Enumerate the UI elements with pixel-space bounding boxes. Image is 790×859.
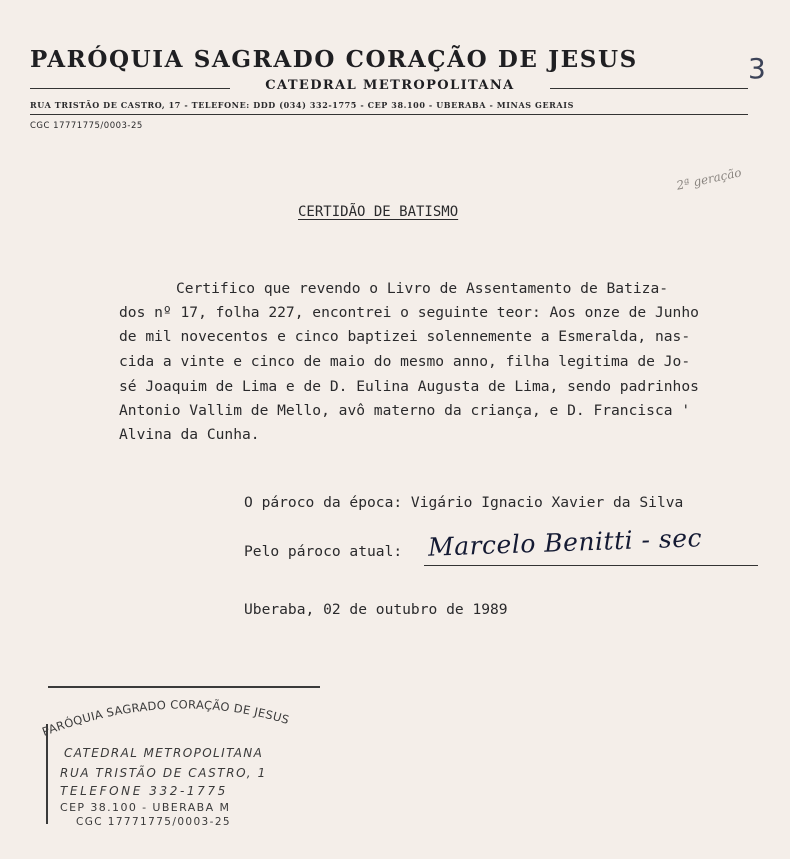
stamp-line: TELEFONE 332-1775	[60, 784, 228, 798]
header-divider	[30, 114, 748, 115]
body-line: Alvina da Cunha.	[119, 426, 260, 443]
cathedral-subtitle: CATEDRAL METROPOLITANA	[265, 78, 515, 93]
stamp-line: CEP 38.100 - UBERABA M	[60, 801, 231, 814]
subtitle-rule-right	[550, 88, 748, 89]
signature-line	[424, 565, 758, 566]
body-line: Certifico que revendo o Livro de Assentamento de Batiza-	[176, 280, 669, 297]
document-title: CERTIDÃO DE BATISMO	[298, 204, 459, 220]
body-line: dos nº 17, folha 227, encontrei o seguinte teor: Aos onze de Junho	[119, 304, 699, 321]
body-line: sé Joaquim de Lima e de D. Eulina Augusta de Lima, sendo padrinhos	[119, 378, 699, 395]
parish-stamp	[34, 684, 334, 834]
handwritten-page-number: 3	[748, 52, 766, 85]
header-subtitle-row	[30, 78, 748, 98]
current-priest-label: Pelo pároco atual:	[244, 543, 403, 560]
stamp-line: RUA TRISTÃO DE CASTRO, 1	[60, 766, 267, 780]
body-line: Antonio Vallim de Mello, avô materno da criança, e D. Francisca '	[119, 402, 691, 419]
place-and-date: Uberaba, 02 de outubro de 1989	[244, 601, 508, 618]
handwritten-margin-note: 2ª geração	[675, 165, 743, 193]
stamp-arc-title	[34, 684, 334, 744]
body-line: cida a vinte e cinco de maio do mesmo anno, filha legitima de Jo-	[119, 353, 691, 370]
parish-name: PARÓQUIA SAGRADO CORAÇÃO DE JESUS	[30, 46, 638, 73]
subtitle-rule-left	[30, 88, 230, 89]
stamp-line: CGC 17771775/0003-25	[76, 816, 231, 828]
stamp-line: CATEDRAL METROPOLITANA	[64, 746, 264, 760]
body-line: de mil novecentos e cinco baptizei solennemente a Esmeralda, nas-	[119, 328, 691, 345]
parish-address: RUA TRISTÃO DE CASTRO, 17 - TELEFONE: DDD (034) 332-1775 - CEP 38.100 - UBERABA - MINAS GERAIS	[30, 100, 574, 110]
parish-cgc: CGC 17771775/0003-25	[30, 121, 143, 131]
svg-text:PARÓQUIA SAGRADO CORAÇÃO DE JE: PARÓQUIA SAGRADO CORAÇÃO DE JESUS	[40, 697, 291, 739]
priest-of-the-era: O pároco da época: Vigário Ignacio Xavier da Silva	[244, 494, 684, 511]
handwritten-signature: Marcelo Benitti - sec	[427, 523, 703, 562]
